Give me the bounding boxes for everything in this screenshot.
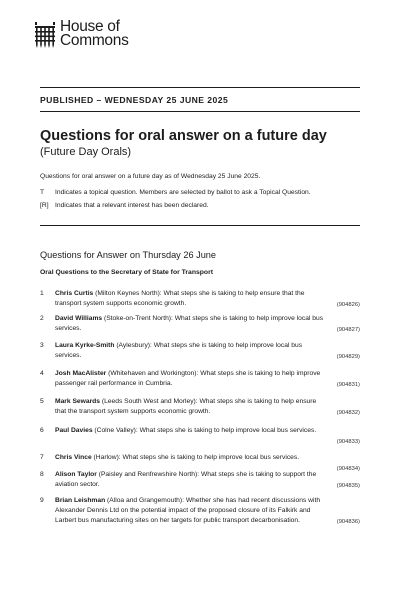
question-line — [55, 379, 360, 389]
question-reference: (904834) — [336, 466, 360, 472]
question-text: Alexander Dennis Ltd on the potential impact of the proposed closure of its Falkirk and — [55, 507, 311, 514]
top-divider — [40, 87, 360, 88]
question-text: Whether she has had recent discussions with — [185, 497, 321, 504]
question-number: 6 — [40, 427, 44, 434]
question-text: Larbert bus manufacturing sites on her targets for public transport decarbonisation. — [55, 517, 300, 524]
question-line — [55, 453, 360, 463]
question-text: that the transport system supports economic growth. — [55, 408, 211, 415]
question-line — [55, 397, 360, 407]
question-reference: (904826) — [336, 302, 360, 308]
question-text: What steps she is taking to help improve local bus services. — [139, 427, 317, 434]
legend-text: Indicates that a relevant interest has been declared. — [55, 202, 209, 209]
legend-item-interest — [40, 199, 311, 212]
member-name: David Williams — [55, 315, 103, 322]
question-text: What steps she is taking to help improve local bus — [153, 342, 303, 349]
member-name: Alison Taylor — [55, 471, 97, 478]
question-body — [55, 341, 360, 361]
member-name: Laura Kyrke-Smith — [55, 342, 115, 349]
question-text: services. — [55, 325, 82, 332]
day-heading: Questions for Answer on Thursday 26 June — [40, 250, 217, 260]
question-text: services. — [55, 352, 82, 359]
question-line — [55, 506, 360, 516]
legend — [40, 186, 311, 212]
question-reference: (904827) — [336, 327, 360, 333]
member-constituency: (Stoke-on-Trent North): — [102, 315, 175, 322]
question-text: What steps she is taking to help improve local bus services. — [122, 454, 300, 461]
department-heading: Oral Questions to the Secretary of State for Transport — [40, 269, 213, 276]
page-subtitle: (Future Day Orals) — [40, 146, 132, 158]
question-line — [55, 480, 360, 490]
question-body — [55, 496, 360, 526]
question-reference: (904835) — [336, 483, 360, 489]
house-of-commons-logo — [34, 20, 129, 48]
member-constituency: (Milton Keynes North): — [93, 290, 164, 297]
logo-wordmark — [60, 20, 129, 48]
question-line — [55, 496, 360, 506]
member-name: Paul Davies — [55, 427, 93, 434]
logo-line-1: House of — [60, 18, 120, 35]
question-line — [55, 470, 360, 480]
question-reference: (904829) — [336, 354, 360, 360]
member-name: Mark Sewards — [55, 398, 100, 405]
member-constituency: (Alloa and Grangemouth): — [105, 497, 186, 504]
question-number: 8 — [40, 471, 44, 478]
question-line — [55, 351, 360, 361]
question-line — [55, 299, 360, 309]
question-line — [55, 407, 360, 417]
question-text: What steps she is taking to help ensure — [199, 398, 317, 405]
logo-line-2: Commons — [60, 32, 129, 49]
member-constituency: (Paisley and Renfrewshire North): — [96, 471, 201, 478]
question-number: 9 — [40, 497, 44, 504]
member-name: Brian Leishman — [55, 497, 106, 504]
legend-text: Indicates a topical question. Members are selected by ballot to ask a Topical Question. — [55, 189, 311, 196]
member-constituency: (Colne Valley): — [92, 427, 140, 434]
page-title: Questions for oral answer on a future day — [40, 128, 327, 144]
legend-item-topical — [40, 186, 311, 199]
portcullis-icon — [34, 22, 56, 48]
question-reference: (904832) — [336, 410, 360, 416]
legend-key: T — [40, 189, 45, 196]
question-reference: (904831) — [336, 382, 360, 388]
published-date: PUBLISHED – WEDNESDAY 25 JUNE 2025 — [40, 95, 229, 105]
question-text: aviation sector. — [55, 481, 100, 488]
question-number: 2 — [40, 315, 44, 322]
question-line — [55, 341, 360, 351]
member-constituency: (Aylesbury): — [114, 342, 154, 349]
question-text: What steps she is taking to help improve — [200, 370, 321, 377]
question-body — [55, 397, 360, 417]
question-line — [55, 426, 360, 436]
member-name: Chris Vince — [55, 454, 92, 461]
question-body — [55, 369, 360, 389]
question-line — [55, 314, 360, 324]
question-text: What steps she is taking to help ensure that the — [163, 290, 305, 297]
question-body — [55, 289, 360, 309]
legend-key: [R] — [40, 202, 49, 209]
question-text: What steps she is taking to help improve local bus — [174, 315, 324, 322]
question-body — [55, 426, 360, 436]
question-text: passenger rail performance in Cumbria. — [55, 380, 173, 387]
question-reference: (904836) — [336, 519, 360, 525]
question-reference: (904833) — [336, 439, 360, 445]
question-body — [55, 314, 360, 334]
member-name: Chris Curtis — [55, 290, 94, 297]
question-number: 5 — [40, 398, 44, 405]
question-number: 3 — [40, 342, 44, 349]
question-text: What steps she is taking to support the — [200, 471, 317, 478]
question-number: 1 — [40, 290, 44, 297]
question-line — [55, 369, 360, 379]
member-constituency: (Harlow): — [91, 454, 123, 461]
member-name: Josh MacAlister — [55, 370, 107, 377]
question-text: transport system supports economic growth. — [55, 300, 187, 307]
question-number: 7 — [40, 454, 44, 461]
question-line — [55, 324, 360, 334]
member-constituency: (Leeds South West and Morley): — [99, 398, 200, 405]
section-divider — [40, 225, 360, 226]
question-body — [55, 453, 360, 463]
intro-text: Questions for oral answer on a future day as of Wednesday 25 June 2025. — [40, 173, 261, 180]
question-line — [55, 516, 360, 526]
question-line — [55, 289, 360, 299]
header-divider — [40, 111, 360, 112]
member-constituency: (Whitehaven and Workington): — [106, 370, 201, 377]
question-number: 4 — [40, 370, 44, 377]
question-body — [55, 470, 360, 490]
